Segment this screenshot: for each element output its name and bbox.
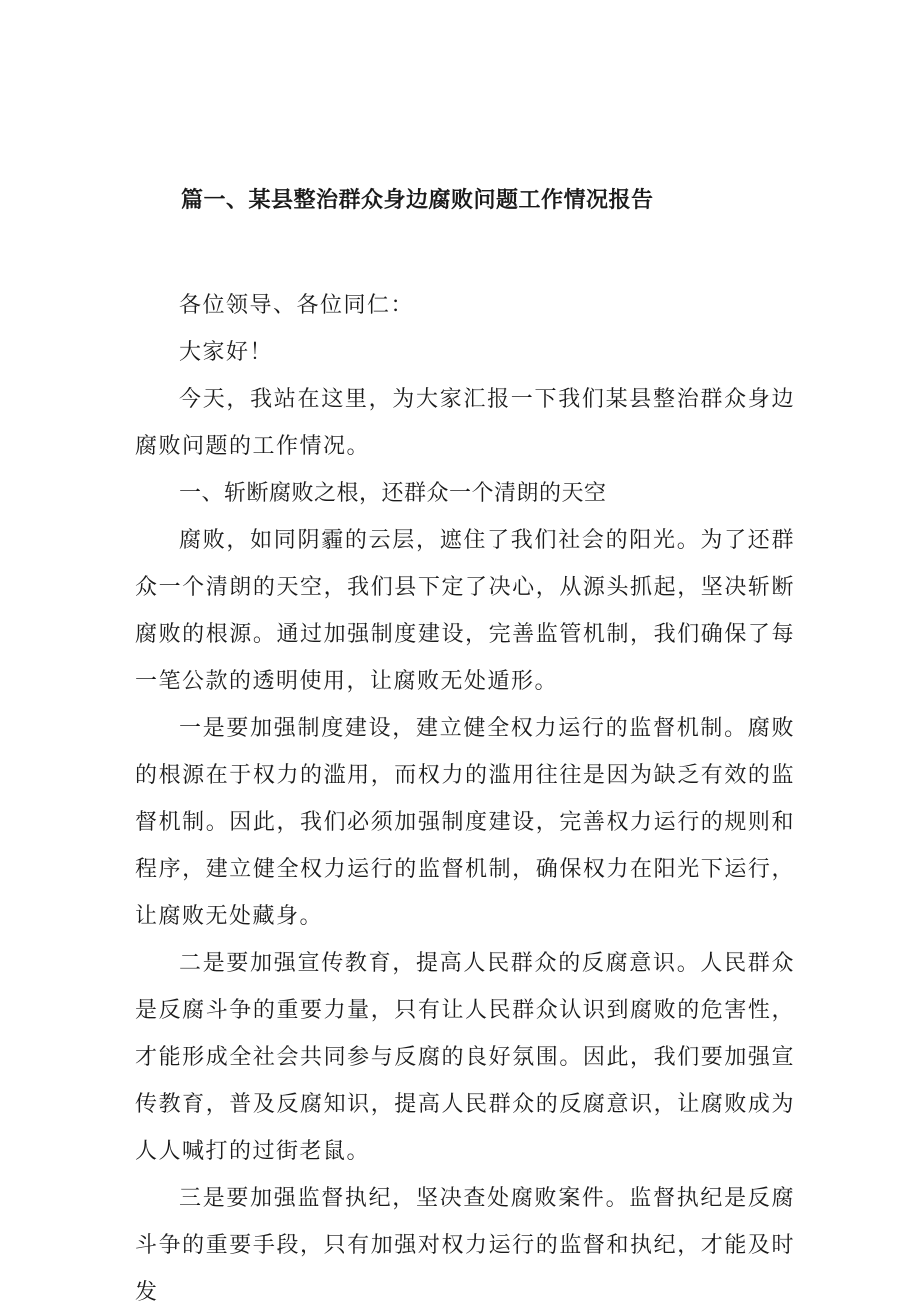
document-body [135, 282, 795, 1316]
body-paragraph: 腐败，如同阴霾的云层，遮住了我们社会的阳光。为了还群众一个清朗的天空，我们县下定了决心，从源头抓起，坚决斩断腐败的根源。通过加强制度建设，完善监管机制，我们确保了每一笔公款的透明使用，让腐败无处遁形。 [135, 528, 795, 694]
document-title: 篇一、某县整治群众身边腐败问题工作情况报告 [181, 188, 654, 213]
body-paragraph: 二是要加强宣传教育，提高人民群众的反腐意识。人民群众是反腐斗争的重要力量，只有让人民群众认识到腐败的危害性，才能形成全社会共同参与反腐的良好氛围。因此，我们要加强宣传教育，普及反腐知识，提高人民群众的反腐意识，让腐败成为人人喊打的过街老鼠。 [135, 951, 795, 1164]
salutation: 各位领导、各位同仁： [179, 293, 415, 318]
intro-paragraph: 今天，我站在这里，为大家汇报一下我们某县整治群众身边腐败问题的工作情况。 [135, 387, 795, 459]
body-paragraph: 一是要加强制度建设，建立健全权力运行的监督机制。腐败的根源在于权力的滥用，而权力的滥用往往是因为缺乏有效的监督机制。因此，我们必须加强制度建设，完善权力运行的规则和程序，建立健全权力运行的监督机制，确保权力在阳光下运行，让腐败无处藏身。 [135, 716, 795, 929]
section-heading: 一、斩断腐败之根，还群众一个清朗的天空 [179, 481, 607, 506]
greeting: 大家好！ [179, 340, 274, 365]
body-paragraph: 三是要加强监督执纪，坚决查处腐败案件。监督执纪是反腐斗争的重要手段，只有加强对权力运行的监督和执纪，才能及时发 [135, 1186, 795, 1305]
